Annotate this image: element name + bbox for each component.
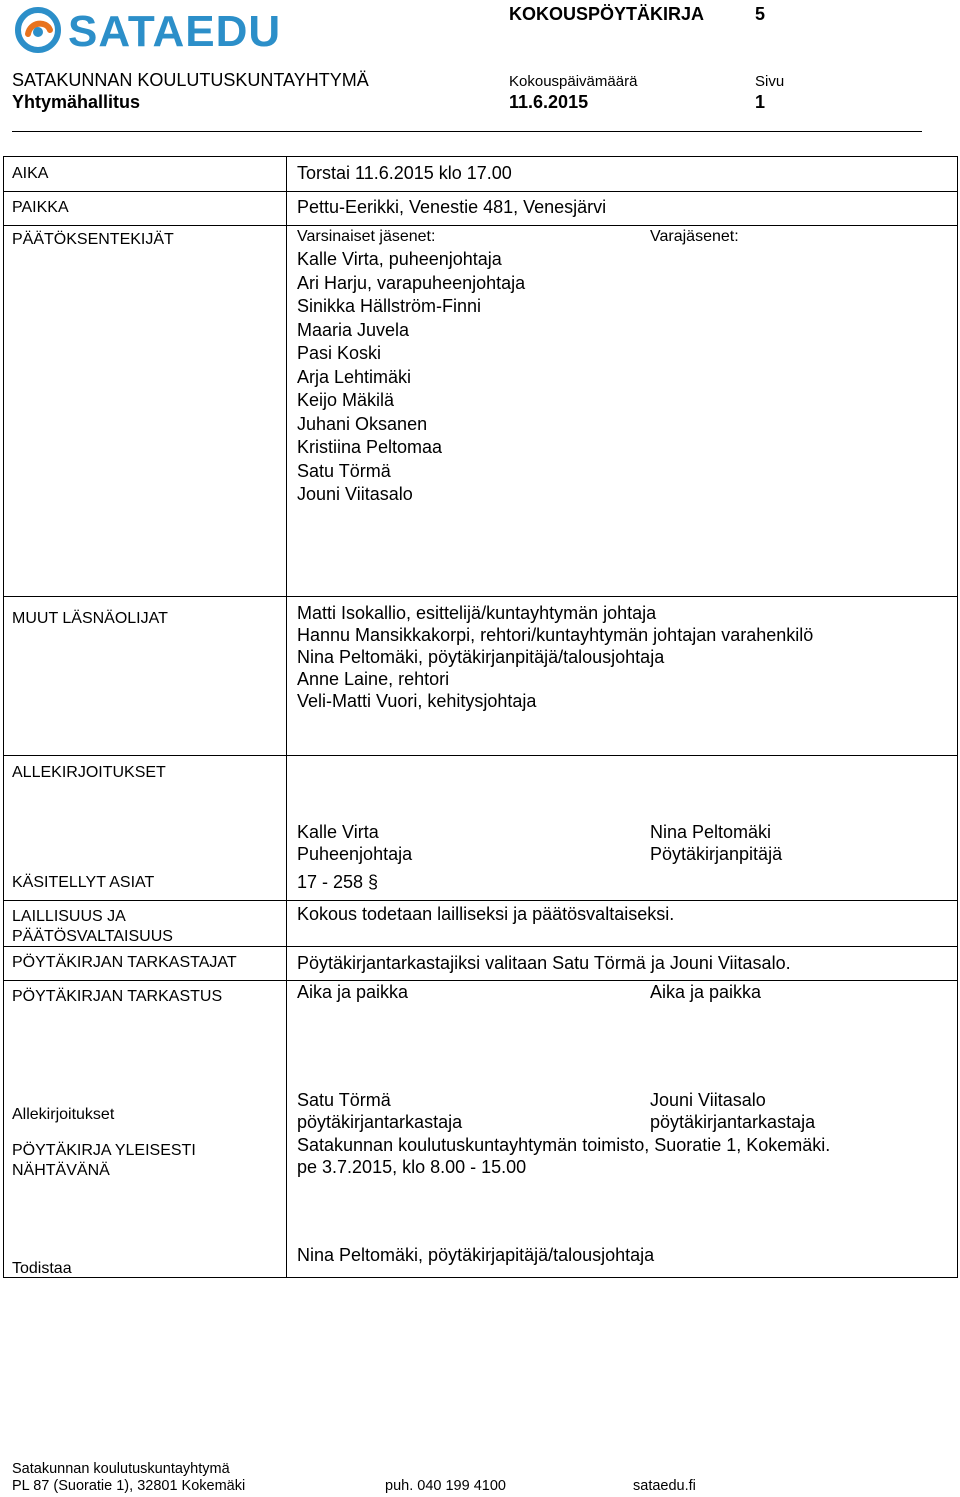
- meeting-date-label: Kokouspäivämäärä: [509, 73, 638, 90]
- row-label-decision-makers: PÄÄTÖKSENTEKIJÄT: [12, 231, 174, 248]
- legality-statement: Kokous todetaan lailliseksi ja päätösvaltaiseksi.: [297, 904, 675, 924]
- list-item: Pasi Koski: [297, 343, 382, 363]
- list-item: Keijo Mäkilä: [297, 390, 395, 410]
- public-display-place: Satakunnan koulutuskuntayhtymän toimisto, Suoratie 1, Kokemäki.: [297, 1135, 831, 1155]
- reviewers-statement: Pöytäkirjantarkastajiksi valitaan Satu Törmä ja Jouni Viitasalo.: [297, 953, 791, 973]
- page-label: Sivu: [755, 73, 785, 90]
- list-item: Matti Isokallio, esittelijä/kuntayhtymän johtaja: [297, 603, 657, 623]
- footer-address: PL 87 (Suoratie 1), 32801 Kokemäki: [12, 1478, 246, 1494]
- list-item: Kristiina Peltomaa: [297, 437, 443, 457]
- row-label-handled-items: KÄSITELLYT ASIAT: [12, 874, 155, 891]
- meeting-place: Pettu-Eerikki, Venestie 481, Venesjärvi: [297, 197, 607, 217]
- meeting-date: 11.6.2015: [509, 92, 589, 112]
- secretary-role: Pöytäkirjanpitäjä: [650, 844, 783, 864]
- review-time-place-1: Aika ja paikka: [297, 982, 409, 1002]
- handled-items: 17 - 258 §: [297, 872, 379, 892]
- list-item: Arja Lehtimäki: [297, 366, 412, 387]
- members-label: Varsinaiset jäsenet:: [297, 228, 436, 245]
- row-divider: [3, 900, 958, 901]
- reviewer1-name: Satu Törmä: [297, 1090, 391, 1110]
- row-divider: [3, 980, 958, 981]
- label-line: PÖYTÄKIRJA YLEISESTI: [12, 1142, 196, 1159]
- row-label-review: PÖYTÄKIRJAN TARKASTUS: [12, 988, 223, 1005]
- chair-role: Puheenjohtaja: [297, 844, 413, 864]
- label-line: PÄÄTÖSVALTAISUUS: [12, 928, 173, 945]
- list-item: Anne Laine, rehtori: [297, 669, 450, 689]
- deputies-label: Varajäsenet:: [650, 228, 739, 245]
- logo-swirl-icon: [14, 4, 66, 56]
- sataedu-logo: [14, 4, 282, 60]
- review-time-place-2: Aika ja paikka: [650, 982, 762, 1002]
- reviewer2-role: pöytäkirjantarkastaja: [650, 1112, 816, 1132]
- row-divider: [3, 755, 958, 756]
- list-item: Sinikka Hällström-Finni: [297, 296, 482, 316]
- organization-name: SATAKUNNAN KOULUTUSKUNTAYHTYMÄ: [12, 70, 369, 90]
- meeting-time: Torstai 11.6.2015 klo 17.00: [297, 163, 512, 183]
- attendees-list: [297, 602, 813, 712]
- list-item: Jouni Viitasalo: [297, 484, 413, 504]
- header-divider: [12, 131, 922, 132]
- row-divider: [3, 596, 958, 597]
- list-item: Satu Törmä: [297, 460, 391, 481]
- list-item: Kalle Virta, puheenjohtaja: [297, 249, 502, 269]
- row-divider: [3, 225, 958, 226]
- page-number: 1: [755, 92, 766, 112]
- document-type: KOKOUSPÖYTÄKIRJA: [509, 4, 705, 24]
- list-item: Hannu Mansikkakorpi, rehtori/kuntayhtymän johtajan varahenkilö: [297, 625, 814, 645]
- chair-name: Kalle Virta: [297, 822, 379, 842]
- secretary-name: Nina Peltomäki: [650, 822, 772, 842]
- row-label-public-display: [12, 1141, 196, 1181]
- list-item: Maaria Juvela: [297, 319, 410, 340]
- row-label-legality: [12, 907, 173, 947]
- list-item: Juhani Oksanen: [297, 413, 428, 434]
- row-label-signatures: ALLEKIRJOITUKSET: [12, 764, 166, 781]
- row-label-reviewers: PÖYTÄKIRJAN TARKASTAJAT: [12, 954, 237, 971]
- reviewer2-name: Jouni Viitasalo: [650, 1090, 766, 1110]
- footer-org: Satakunnan koulutuskuntayhtymä: [12, 1461, 230, 1477]
- document-number: 5: [755, 4, 766, 24]
- row-divider: [3, 191, 958, 192]
- row-label-aika: AIKA: [12, 165, 49, 182]
- row-label-reviewer-signatures: Allekirjoitukset: [12, 1106, 115, 1123]
- public-display-time: pe 3.7.2015, klo 8.00 - 15.00: [297, 1157, 527, 1177]
- members-list: [297, 248, 525, 507]
- certifier: Nina Peltomäki, pöytäkirjapitäjä/talousjohtaja: [297, 1245, 655, 1265]
- list-item: Nina Peltomäki, pöytäkirjanpitäjä/talousjohtaja: [297, 647, 665, 667]
- column-divider: [286, 156, 287, 1278]
- logo-text: SATAEDU: [68, 7, 282, 56]
- row-label-paikka: PAIKKA: [12, 199, 69, 216]
- footer-phone: puh. 040 199 4100: [385, 1478, 506, 1494]
- label-line: LAILLISUUS JA: [12, 908, 126, 925]
- footer-website: sataedu.fi: [633, 1478, 696, 1494]
- reviewer1-role: pöytäkirjantarkastaja: [297, 1112, 463, 1132]
- label-line: NÄHTÄVÄNÄ: [12, 1162, 110, 1179]
- row-label-certifies: Todistaa: [12, 1260, 72, 1277]
- row-label-other-attendees: MUUT LÄSNÄOLIJAT: [12, 610, 168, 627]
- list-item: Veli-Matti Vuori, kehitysjohtaja: [297, 691, 537, 711]
- list-item: Ari Harju, varapuheenjohtaja: [297, 272, 526, 293]
- board-name: Yhtymähallitus: [12, 92, 141, 112]
